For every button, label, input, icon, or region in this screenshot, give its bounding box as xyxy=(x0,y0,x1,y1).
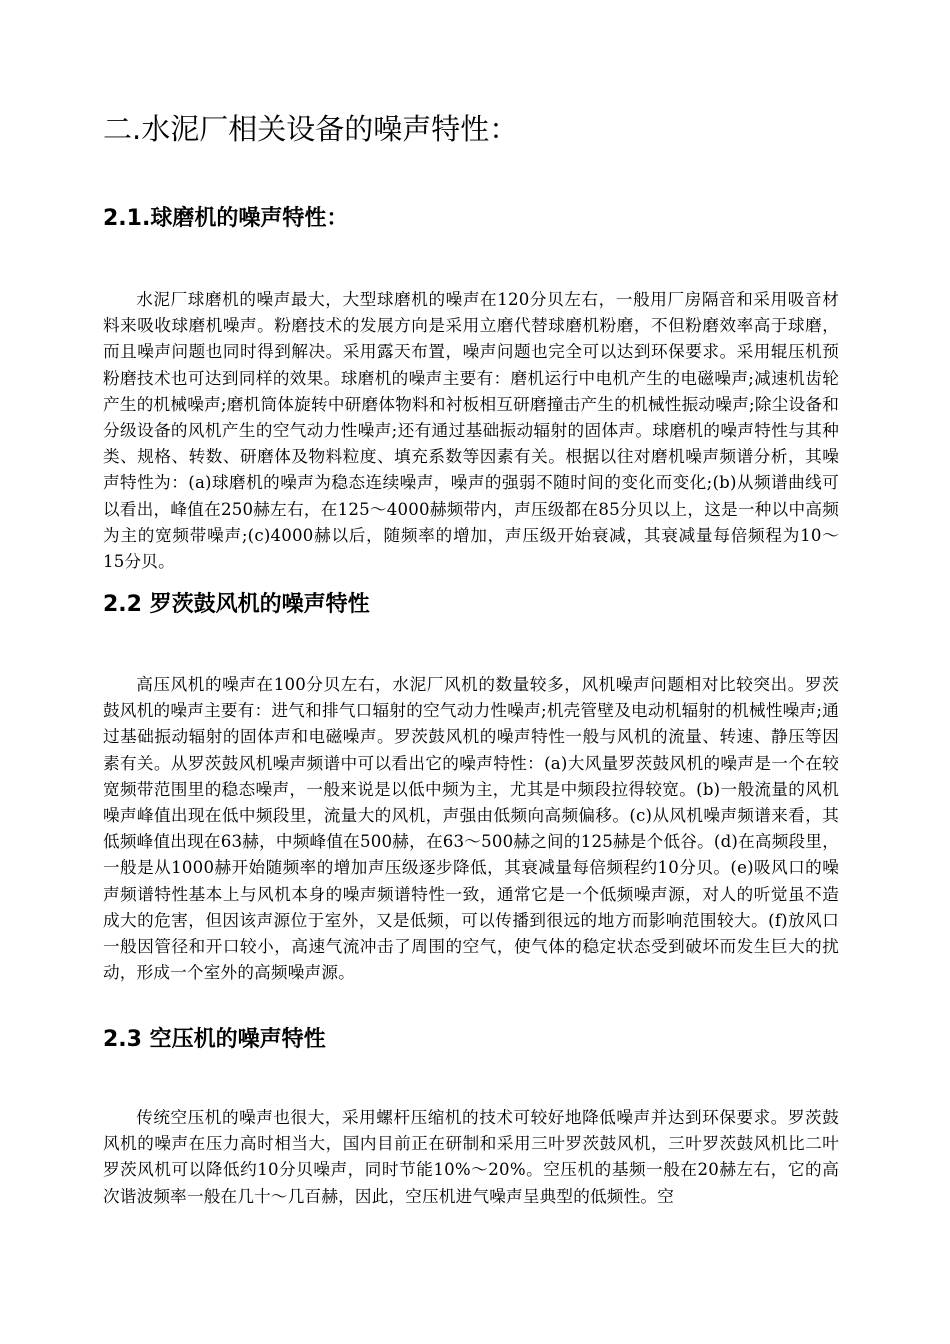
document-title: 二.水泥厂相关设备的噪声特性： xyxy=(103,112,519,146)
section-heading-ball-mill: 2.1.球磨机的噪声特性： xyxy=(103,206,349,231)
section-heading-air-compressor: 2.3 空压机的噪声特性 xyxy=(103,1027,326,1052)
section-heading-roots-blower: 2.2 罗茨鼓风机的噪声特性 xyxy=(103,592,370,617)
section-body-air-compressor: 传统空压机的噪声也很大，采用螺杆压缩机的技术可较好地降低噪声并达到环保要求。罗茨鼓风机的噪声在压力高时相当大，国内目前正在研制和采用三叶罗茨鼓风机，三叶罗茨鼓风机比二叶罗茨风机可以降低约10分贝噪声，同时节能10%～20%。空压机的基频一般在20赫左右，它的高次谐波频率一般在几十～几百赫，因此，空压机进气噪声呈典型的低频性。空 xyxy=(103,1108,839,1206)
section-body-roots-blower: 高压风机的噪声在100分贝左右，水泥厂风机的数量较多，风机噪声问题相对比较突出。罗茨鼓风机的噪声主要有：进气和排气口辐射的空气动力性噪声;机壳管壁及电动机辐射的机械性噪声;通过基础振动辐射的固体声和电磁噪声。罗茨鼓风机的噪声特性一般与风机的流量、转速、静压等因素有关。从罗茨鼓风机噪声频谱中可以看出它的噪声特性：(a)大风量罗茨鼓风机的噪声是一个在较宽频带范围里的稳态噪声，一般来说是以低中频为主，尤其是中频段拉得较宽。(b)一般流量的风机噪声峰值出现在低中频段里，流量大的风机，声强由低频向高频偏移。(c)从风机噪声频谱来看，其低频峰值出现在63赫，中频峰值在500赫，在63～500赫之间的125赫是个低谷。(d)在高频段里，一般是从1000赫开始随频率的增加声压级逐步降低，其衰减量每倍频程约10分贝。(e)吸风口的噪声频谱特性基本上与风机本身的噪声频谱特性一致，通常它是一个低频噪声源，对人的听觉虽不造成大的危害，但因该声源位于室外，又是低频，可以传播到很远的地方而影响范围较大。(f)放风口一般因管径和开口较小，高速气流冲击了周围的空气，使气体的稳定状态受到破坏而发生巨大的扰动，形成一个室外的高频噪声源。 xyxy=(103,675,839,983)
section-body-ball-mill: 水泥厂球磨机的噪声最大，大型球磨机的噪声在120分贝左右，一般用厂房隔音和采用吸音材料来吸收球磨机噪声。粉磨技术的发展方向是采用立磨代替球磨机粉磨，不但粉磨效率高于球磨，而且噪声问题也同时得到解决。采用露天布置，噪声问题也完全可以达到环保要求。采用辊压机预粉磨技术也可达到同样的效果。球磨机的噪声主要有：磨机运行中电机产生的电磁噪声;减速机齿轮产生的机械噪声;磨机筒体旋转中研磨体物料和衬板相互研磨撞击产生的机械性振动噪声;除尘设备和分级设备的风机产生的空气动力性噪声;还有通过基础振动辐射的固体声。球磨机的噪声特性与其种类、规格、转数、研磨体及物料粒度、填充系数等因素有关。根据以往对磨机噪声频谱分析，其噪声特性为：(a)球磨机的噪声为稳态连续噪声，噪声的强弱不随时间的变化而变化;(b)从频谱曲线可以看出，峰值在250赫左右，在125～4000赫频带内，声压级都在85分贝以上，这是一种以中高频为主的宽频带噪声;(c)4000赫以后，随频率的增加，声压级开始衰减，其衰减量每倍频程为10～15分贝。 xyxy=(103,290,839,572)
